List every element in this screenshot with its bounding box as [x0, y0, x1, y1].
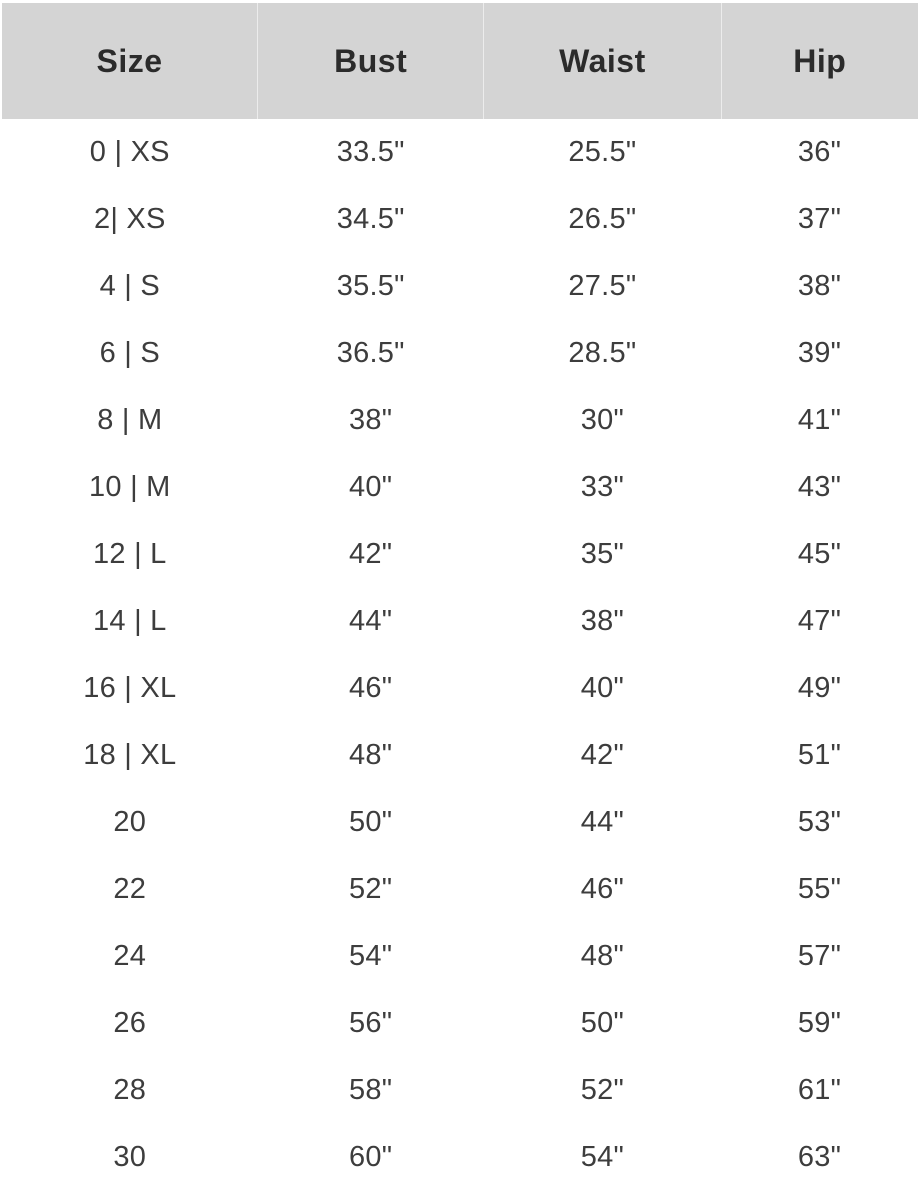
waist-cell: 48": [484, 923, 721, 990]
table-row: [2, 1057, 918, 1124]
size-cell: 22: [2, 856, 258, 923]
size-chart-body: [2, 119, 918, 1191]
hip-cell: 47": [721, 588, 918, 655]
waist-cell: 50": [484, 990, 721, 1057]
size-cell: 4 | S: [2, 253, 258, 320]
size-cell: 6 | S: [2, 320, 258, 387]
waist-cell: 27.5": [484, 253, 721, 320]
table-row: [2, 789, 918, 856]
waist-cell: 38": [484, 588, 721, 655]
table-row: [2, 722, 918, 789]
hip-cell: 43": [721, 454, 918, 521]
hip-cell: 45": [721, 521, 918, 588]
waist-cell: 35": [484, 521, 721, 588]
hip-cell: 63": [721, 1124, 918, 1191]
table-row: [2, 454, 918, 521]
table-row: [2, 856, 918, 923]
bust-cell: 38": [258, 387, 484, 454]
waist-cell: 52": [484, 1057, 721, 1124]
bust-cell: 34.5": [258, 186, 484, 253]
hip-cell: 59": [721, 990, 918, 1057]
bust-cell: 33.5": [258, 119, 484, 186]
size-cell: 26: [2, 990, 258, 1057]
size-cell: 0 | XS: [2, 119, 258, 186]
size-cell: 28: [2, 1057, 258, 1124]
table-row: [2, 521, 918, 588]
bust-cell: 46": [258, 655, 484, 722]
table-row: [2, 186, 918, 253]
waist-cell: 44": [484, 789, 721, 856]
bust-cell: 44": [258, 588, 484, 655]
size-cell: 14 | L: [2, 588, 258, 655]
header-size: Size: [2, 3, 258, 119]
size-cell: 10 | M: [2, 454, 258, 521]
hip-cell: 49": [721, 655, 918, 722]
hip-cell: 51": [721, 722, 918, 789]
size-chart-header: [2, 3, 918, 119]
table-row: [2, 588, 918, 655]
hip-cell: 41": [721, 387, 918, 454]
hip-cell: 36": [721, 119, 918, 186]
hip-cell: 53": [721, 789, 918, 856]
waist-cell: 33": [484, 454, 721, 521]
hip-cell: 39": [721, 320, 918, 387]
table-row: [2, 387, 918, 454]
bust-cell: 58": [258, 1057, 484, 1124]
table-row: [2, 1124, 918, 1191]
hip-cell: 38": [721, 253, 918, 320]
waist-cell: 28.5": [484, 320, 721, 387]
bust-cell: 56": [258, 990, 484, 1057]
table-row: [2, 923, 918, 990]
size-cell: 2| XS: [2, 186, 258, 253]
size-cell: 8 | M: [2, 387, 258, 454]
table-row: [2, 990, 918, 1057]
bust-cell: 54": [258, 923, 484, 990]
bust-cell: 52": [258, 856, 484, 923]
header-bust: Bust: [258, 3, 484, 119]
size-cell: 30: [2, 1124, 258, 1191]
size-cell: 16 | XL: [2, 655, 258, 722]
header-hip: Hip: [721, 3, 918, 119]
size-chart-table: [2, 3, 918, 1191]
waist-cell: 26.5": [484, 186, 721, 253]
hip-cell: 61": [721, 1057, 918, 1124]
bust-cell: 42": [258, 521, 484, 588]
bust-cell: 40": [258, 454, 484, 521]
bust-cell: 36.5": [258, 320, 484, 387]
size-cell: 12 | L: [2, 521, 258, 588]
table-row: [2, 655, 918, 722]
bust-cell: 35.5": [258, 253, 484, 320]
bust-cell: 60": [258, 1124, 484, 1191]
bust-cell: 48": [258, 722, 484, 789]
hip-cell: 55": [721, 856, 918, 923]
waist-cell: 46": [484, 856, 721, 923]
bust-cell: 50": [258, 789, 484, 856]
size-cell: 18 | XL: [2, 722, 258, 789]
waist-cell: 42": [484, 722, 721, 789]
hip-cell: 57": [721, 923, 918, 990]
waist-cell: 25.5": [484, 119, 721, 186]
waist-cell: 40": [484, 655, 721, 722]
size-cell: 20: [2, 789, 258, 856]
size-cell: 24: [2, 923, 258, 990]
hip-cell: 37": [721, 186, 918, 253]
table-row: [2, 320, 918, 387]
table-row: [2, 253, 918, 320]
table-row: [2, 119, 918, 186]
waist-cell: 54": [484, 1124, 721, 1191]
waist-cell: 30": [484, 387, 721, 454]
header-row: [2, 3, 918, 119]
header-waist: Waist: [484, 3, 721, 119]
